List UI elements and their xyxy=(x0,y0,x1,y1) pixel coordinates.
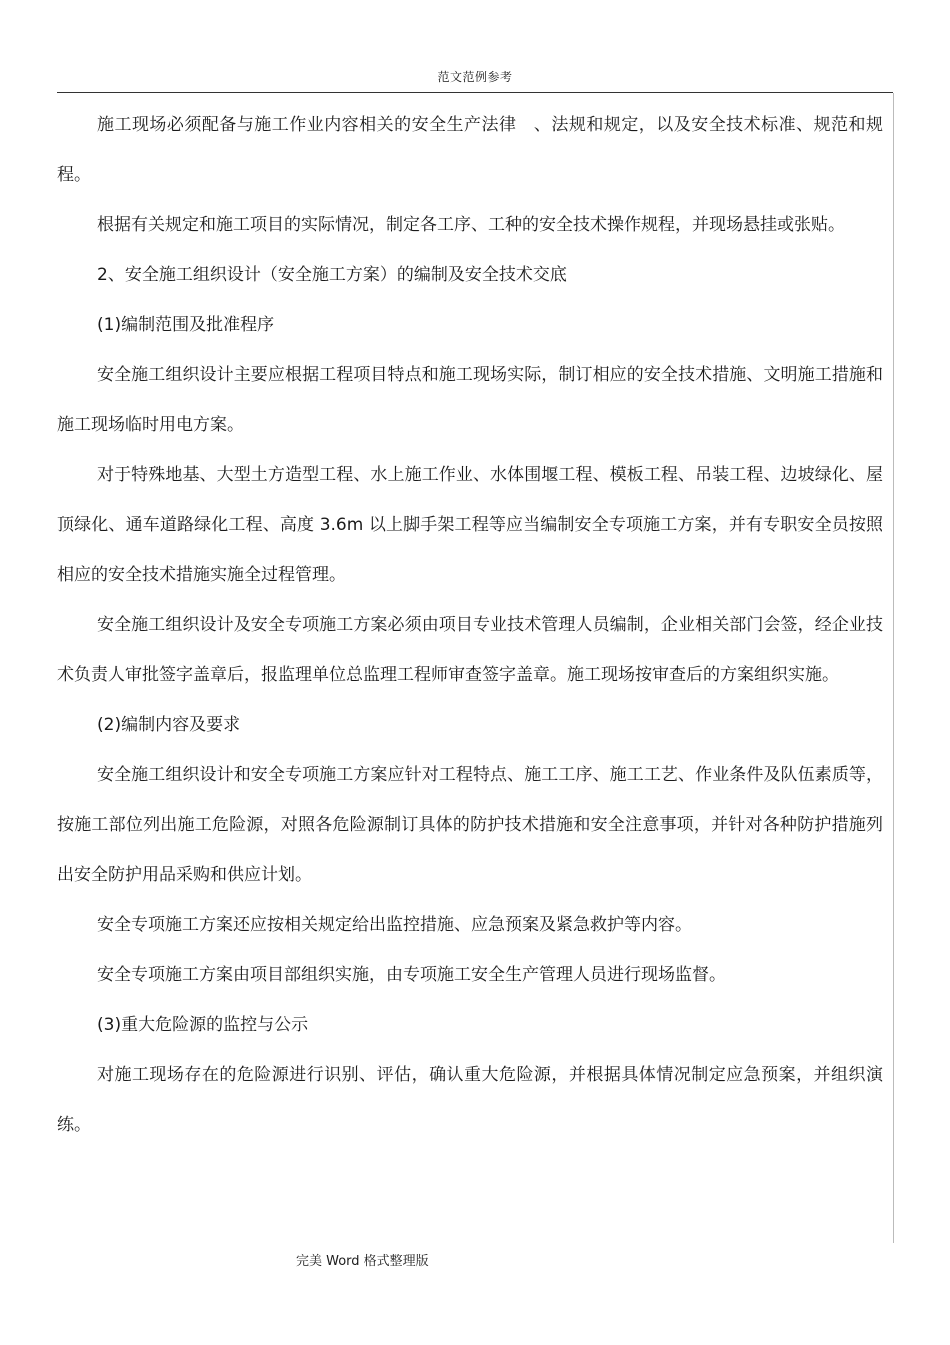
paragraph: 施工现场必须配备与施工作业内容相关的安全生产法律 、法规和规定，以及安全技术标准、规范和规程。 xyxy=(57,115,883,185)
section-heading: 2、安全施工组织设计（安全施工方案）的编制及安全技术交底 xyxy=(97,265,567,285)
paragraph: 安全施工组织设计主要应根据工程项目特点和施工现场实际，制订相应的安全技术措施、文明施工措施和施工现场临时用电方案。 xyxy=(57,365,883,435)
subsection-heading: (3)重大危险源的监控与公示 xyxy=(97,1015,309,1035)
document-body xyxy=(57,100,883,1150)
subsection-heading: (2)编制内容及要求 xyxy=(97,715,241,735)
paragraph: 安全施工组织设计及安全专项施工方案必须由项目专业技术管理人员编制，企业相关部门会签，经企业技术负责人审批签字盖章后，报监理单位总监理工程师审查签字盖章。施工现场按审查后的方案组织实施。 xyxy=(57,615,883,685)
subsection-heading: (1)编制范围及批准程序 xyxy=(97,315,275,335)
paragraph: 安全施工组织设计和安全专项施工方案应针对工程特点、施工工序、施工工艺、作业条件及队伍素质等，按施工部位列出施工危险源，对照各危险源制订具体的防护技术措施和安全注意事项，并针对各种防护措施列出安全防护用品采购和供应计划。 xyxy=(57,765,883,885)
header-divider xyxy=(57,92,893,93)
paragraph: 对于特殊地基、大型土方造型工程、水上施工作业、水体围堰工程、模板工程、吊装工程、边坡绿化、屋顶绿化、通车道路绿化工程、高度 3.6m 以上脚手架工程等应当编制安全专项施工方案，并有专职安全员按照相应的安全技术措施实施全过程管理。 xyxy=(57,465,883,585)
paragraph: 安全专项施工方案由项目部组织实施，由专项施工安全生产管理人员进行现场监督。 xyxy=(97,965,726,985)
paragraph: 对施工现场存在的危险源进行识别、评估，确认重大危险源，并根据具体情况制定应急预案，并组织演练。 xyxy=(57,1065,883,1135)
page-footer: 完美 Word 格式整理版 xyxy=(296,1254,429,1269)
right-margin-line xyxy=(893,93,894,1243)
paragraph: 根据有关规定和施工项目的实际情况，制定各工序、工种的安全技术操作规程，并现场悬挂或张贴。 xyxy=(97,215,845,235)
page-header: 范文范例参考 xyxy=(437,70,513,84)
paragraph: 安全专项施工方案还应按相关规定给出监控措施、应急预案及紧急救护等内容。 xyxy=(97,915,692,935)
